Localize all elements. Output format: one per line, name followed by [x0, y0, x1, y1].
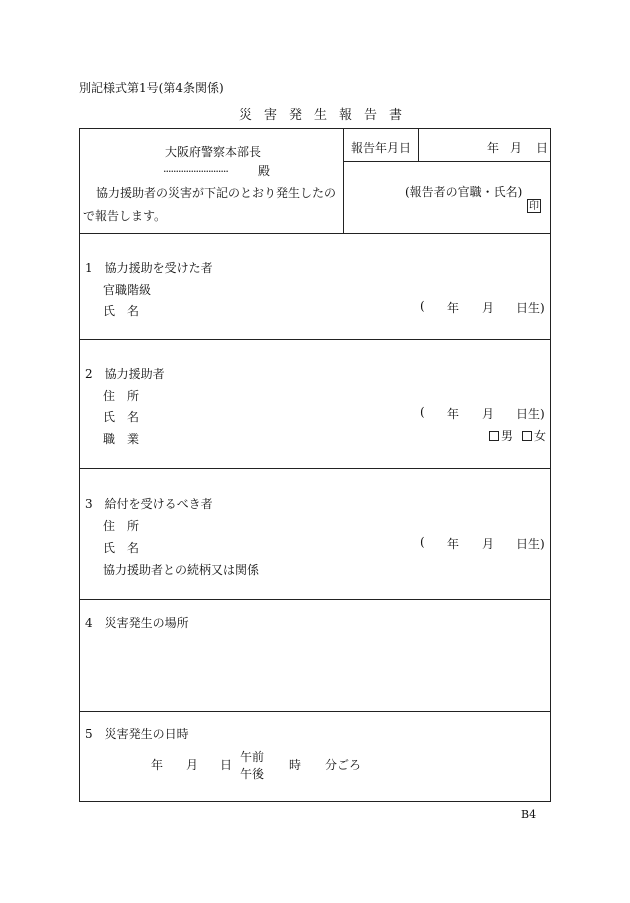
section3-heading: 3 給付を受けるべき者 — [85, 497, 213, 511]
form-code: 別記様式第1号(第4条関係) — [79, 81, 224, 95]
form-frame — [79, 128, 551, 802]
female-option[interactable] — [522, 427, 546, 444]
section5-month: 月 — [186, 758, 199, 772]
male-checkbox[interactable] — [489, 431, 499, 441]
report-day: 日 — [536, 141, 549, 155]
section2-birth-open: ( — [420, 405, 425, 419]
header-body-line2: で報告します。 — [83, 209, 167, 223]
section5-hour: 時 — [289, 758, 302, 772]
section3-birth-open: ( — [420, 535, 425, 549]
section2-job: 職 業 — [103, 432, 140, 446]
section2-name: 氏 名 — [103, 410, 140, 424]
section1-birth-day: 日生) — [516, 301, 545, 315]
report-year: 年 — [487, 141, 500, 155]
female-label: 女 — [534, 429, 547, 443]
section2-birth-year: 年 — [447, 407, 460, 421]
male-label: 男 — [501, 429, 514, 443]
section2-heading: 2 協力援助者 — [85, 367, 165, 381]
section3-birth-year: 年 — [447, 537, 460, 551]
section5-pm: 午後 — [240, 767, 265, 781]
male-option[interactable] — [489, 427, 513, 444]
section1-heading: 1 協力援助を受けた者 — [85, 261, 213, 275]
header-divider — [343, 128, 344, 234]
section-divider-5 — [79, 711, 551, 712]
section3-address: 住 所 — [103, 519, 140, 533]
report-month: 月 — [510, 141, 523, 155]
section5-year: 年 — [151, 758, 164, 772]
section2-birth-day: 日生) — [516, 407, 545, 421]
dotted-line: .......................... — [163, 162, 228, 175]
section3-name: 氏 名 — [103, 541, 140, 555]
section1-name: 氏 名 — [103, 304, 140, 318]
section1-birth-year: 年 — [447, 301, 460, 315]
recipient: 大阪府警察本部長 — [165, 145, 262, 159]
section-divider-1 — [79, 233, 551, 234]
section2-address: 住 所 — [103, 389, 140, 403]
header-body-line1: 協力援助者の災害が下記のとおり発生したの — [96, 186, 337, 200]
section-divider-3 — [79, 468, 551, 469]
section3-relation: 協力援助者との続柄又は関係 — [103, 563, 260, 577]
paper-size: B4 — [521, 808, 537, 821]
section-divider-2 — [79, 339, 551, 340]
section5-heading: 5 災害発生の日時 — [85, 727, 189, 741]
section5-minute: 分ごろ — [325, 758, 362, 772]
section5-day: 日 — [220, 758, 233, 772]
report-date-label: 報告年月日 — [351, 141, 412, 155]
section2-birth-month: 月 — [482, 407, 495, 421]
section1-birth-month: 月 — [482, 301, 495, 315]
reporter-label: (報告者の官職・氏名) — [405, 185, 523, 199]
section5-am: 午前 — [240, 750, 265, 764]
section3-birth-month: 月 — [482, 537, 495, 551]
section4-heading: 4 災害発生の場所 — [85, 616, 189, 630]
section-divider-4 — [79, 599, 551, 600]
section3-birth-day: 日生) — [516, 537, 545, 551]
honorific: 殿 — [258, 164, 271, 178]
form-title: 災害発生報告書 — [239, 108, 415, 123]
female-checkbox[interactable] — [522, 431, 532, 441]
report-date-label-divider — [418, 128, 419, 161]
report-date-divider — [343, 161, 551, 162]
seal-mark: 印 — [529, 201, 539, 212]
section1-birth-open: ( — [420, 299, 425, 313]
section1-rank: 官職階級 — [103, 283, 152, 297]
